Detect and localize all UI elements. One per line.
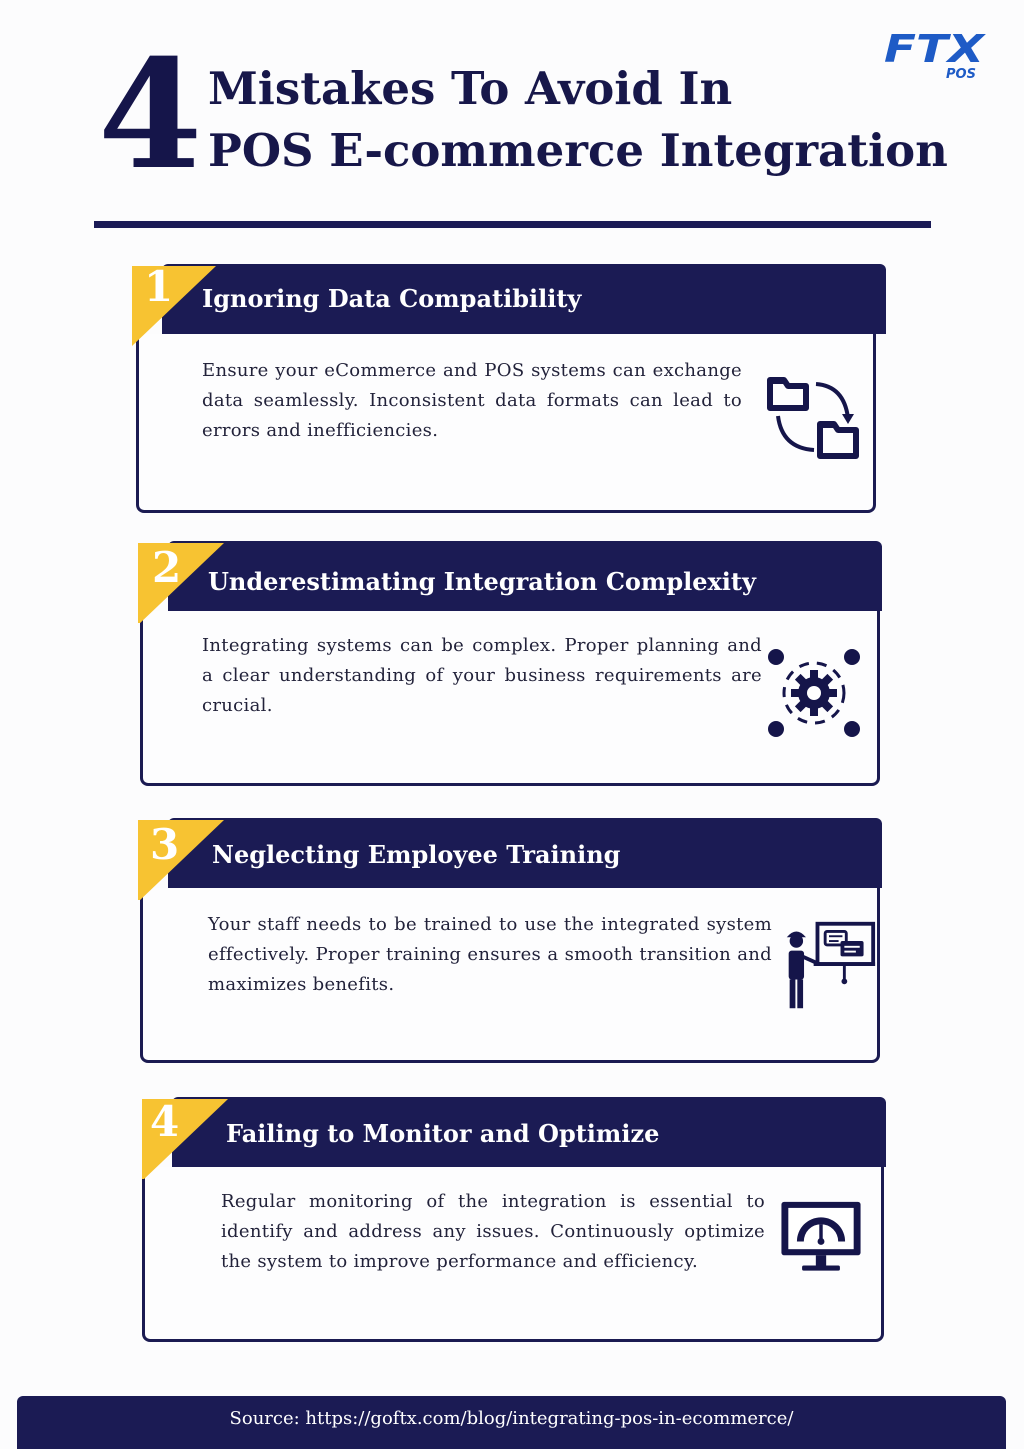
card-number: 3 xyxy=(150,820,180,869)
card-number: 1 xyxy=(144,262,174,311)
mistake-card-3 xyxy=(138,818,882,1063)
ftx-logo xyxy=(882,28,988,80)
card-heading: Failing to Monitor and Optimize xyxy=(226,1119,660,1148)
title-line-1: Mistakes To Avoid In xyxy=(208,62,733,115)
card-heading: Neglecting Employee Training xyxy=(212,840,621,869)
title-line-2: POS E-commerce Integration xyxy=(208,124,948,177)
card-heading: Ignoring Data Compatibility xyxy=(202,284,582,313)
logo-text: FTX xyxy=(884,28,987,71)
title-divider xyxy=(94,221,931,228)
logo-sub: POS xyxy=(946,67,976,80)
monitor-gauge-icon xyxy=(778,1195,864,1281)
card-description: Regular monitoring of the integration is essential to identify and address any issues. Continuously optimize the system to improve performance and efficiency. xyxy=(221,1191,765,1272)
gear-network-icon xyxy=(764,643,864,743)
card-description: Ensure your eCommerce and POS systems can exchange data seamlessly. Inconsistent data formats can lead to errors and inefficiencies. xyxy=(202,360,742,441)
source-footer xyxy=(17,1396,1006,1449)
trainer-presentation-icon xyxy=(780,918,878,1014)
page-title xyxy=(208,58,948,182)
folder-sync-icon xyxy=(764,362,864,462)
card-description: Your staff needs to be trained to use the integrated system effectively. Proper training ensures a smooth transition and maximizes benefits. xyxy=(208,914,772,995)
mistake-card-2 xyxy=(138,541,882,786)
card-number: 2 xyxy=(152,543,182,592)
mistake-card-1 xyxy=(132,264,886,513)
big-number: 4 xyxy=(98,27,199,203)
card-description: Integrating systems can be complex. Proper planning and a clear understanding of your business requirements are crucial. xyxy=(202,635,762,716)
mistake-card-4 xyxy=(142,1097,886,1342)
card-heading: Underestimating Integration Complexity xyxy=(208,567,756,596)
source-link[interactable]: Source: https://goftx.com/blog/integrating-pos-in-ecommerce/ xyxy=(229,1408,794,1429)
card-number: 4 xyxy=(150,1097,180,1146)
